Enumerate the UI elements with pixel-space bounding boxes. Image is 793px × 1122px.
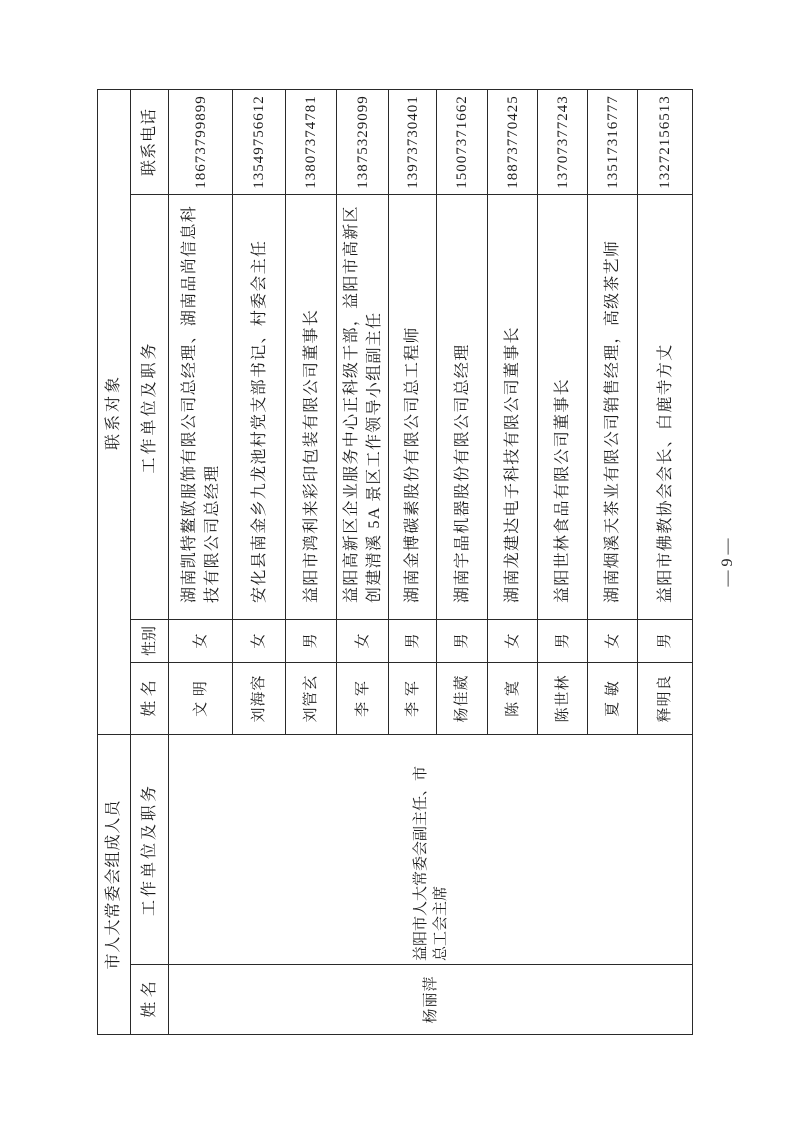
- header-member-name: 姓 名: [131, 965, 169, 1035]
- contact-name: 释明良: [638, 662, 693, 734]
- contact-phone: 13707377243: [538, 89, 588, 194]
- contacts-group-title: 联系对象: [98, 89, 131, 734]
- contact-position: 湖南龙建达电子科技有限公司董事长: [488, 194, 538, 619]
- header-contact-gender: 性别: [131, 619, 169, 662]
- contact-position: 安化县南金乡九龙池村党支部书记、村委会主任: [233, 194, 286, 619]
- contact-position: 湖南金博碳素股份有限公司总工程师: [389, 194, 437, 619]
- contact-phone: 13517316777: [588, 89, 638, 194]
- contact-position: 益阳市鸿利来彩印包装有限公司董事长: [286, 194, 337, 619]
- member-name: 杨丽萍: [169, 965, 693, 1035]
- contact-name: 文 明: [169, 662, 233, 734]
- contact-phone: 18673799899: [169, 89, 233, 194]
- contact-phone: 13973730401: [389, 89, 437, 194]
- contact-gender: 男: [638, 619, 693, 662]
- contact-gender: 女: [169, 619, 233, 662]
- contact-name: 李 军: [337, 662, 389, 734]
- contact-position: 湖南烟溪天茶业有限公司销售经理，高级茶艺师: [588, 194, 638, 619]
- contact-position: 益阳世林食品有限公司董事长: [538, 194, 588, 619]
- page-number: — 9 —: [719, 538, 736, 587]
- contact-phone: 13549756612: [233, 89, 286, 194]
- member-position: 益阳市人大常委会副主任、市总工会主席: [412, 765, 449, 961]
- contact-name: 夏 敏: [588, 662, 638, 734]
- rotated-sheet: [97, 90, 757, 1035]
- contact-position: 益阳市佛教协会会长、白鹿寺方丈: [638, 194, 693, 619]
- contact-position: 益阳高新区企业服务中心正科级干部，益阳市高新区创建清溪 5A 景区工作领导小组副主任: [337, 194, 389, 619]
- contact-gender: 男: [437, 619, 488, 662]
- header-contact-position: 工作单位及职务: [131, 194, 169, 619]
- contact-name: 刘管玄: [286, 662, 337, 734]
- column-header-row: [131, 89, 169, 1034]
- contact-name: 陈 寞: [488, 662, 538, 734]
- group-header-row: [98, 89, 131, 1034]
- contact-name: 杨佳葳: [437, 662, 488, 734]
- contact-gender: 女: [233, 619, 286, 662]
- contact-gender: 男: [538, 619, 588, 662]
- contact-gender: 女: [588, 619, 638, 662]
- table-row: [169, 89, 233, 1034]
- header-contact-phone: 联系电话: [131, 89, 169, 194]
- contact-position: 湖南凯特鳌欧服饰有限公司总经理、湖南品尚信息科技有限公司总经理: [169, 194, 233, 619]
- members-group-title: 市人大常委会组成人员: [98, 734, 131, 1034]
- contact-name: 陈世林: [538, 662, 588, 734]
- header-contact-name: 姓 名: [131, 662, 169, 734]
- contact-gender: 女: [337, 619, 389, 662]
- contact-gender: 男: [389, 619, 437, 662]
- contact-phone: 13875329099: [337, 89, 389, 194]
- header-member-position: 工作单位及职务: [131, 734, 169, 964]
- contact-phone: 13807374781: [286, 89, 337, 194]
- contact-phone: 13272156513: [638, 89, 693, 194]
- contact-position: 湖南宇晶机器股份有限公司总经理: [437, 194, 488, 619]
- contact-phone: 18873770425: [488, 89, 538, 194]
- contact-phone: 15007371662: [437, 89, 488, 194]
- contact-gender: 男: [286, 619, 337, 662]
- contact-gender: 女: [488, 619, 538, 662]
- contact-name: 李 军: [389, 662, 437, 734]
- contact-name: 刘海容: [233, 662, 286, 734]
- member-position-cell: [169, 734, 693, 964]
- contact-table: [97, 89, 693, 1035]
